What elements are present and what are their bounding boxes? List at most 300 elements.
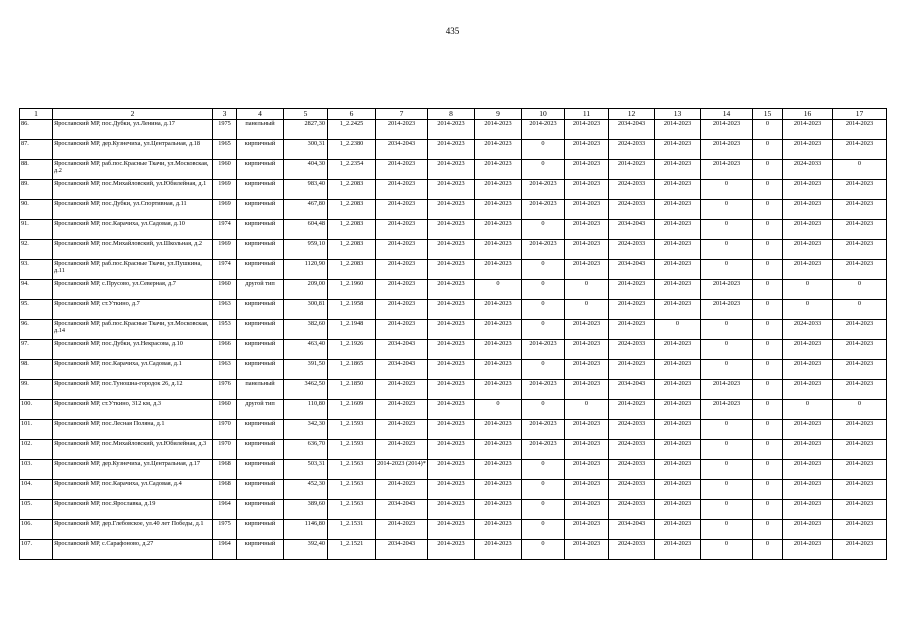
table-cell: кирпичный bbox=[237, 360, 284, 380]
table-cell: 2014-2023 bbox=[565, 440, 609, 460]
table-cell: 1963 bbox=[213, 300, 237, 320]
table-cell: 2014-2023 bbox=[783, 460, 833, 480]
column-header: 15 bbox=[753, 109, 783, 120]
table-cell: 2014-2023 bbox=[701, 300, 753, 320]
table-cell: 452,30 bbox=[284, 480, 328, 500]
table-cell: панельный bbox=[237, 380, 284, 400]
table-cell: 105. bbox=[20, 500, 53, 520]
column-header: 12 bbox=[609, 109, 655, 120]
table-cell: 2014-2023 bbox=[701, 280, 753, 300]
table-cell: 87. bbox=[20, 140, 53, 160]
table-cell: 2014-2023 bbox=[475, 120, 522, 140]
table-cell: 0 bbox=[522, 140, 565, 160]
table-cell: 0 bbox=[701, 180, 753, 200]
table-row bbox=[20, 280, 887, 300]
table-cell: 1_2.1521 bbox=[328, 540, 376, 560]
table-cell: 2014-2023 bbox=[783, 340, 833, 360]
table-cell: 2014-2023 bbox=[833, 380, 887, 400]
table-row bbox=[20, 260, 887, 280]
table-cell: 604,48 bbox=[284, 220, 328, 240]
table-cell: 300,31 bbox=[284, 140, 328, 160]
table-cell: 2014-2023 bbox=[833, 480, 887, 500]
table-cell: 2014-2023 bbox=[475, 520, 522, 540]
table-cell: 0 bbox=[701, 540, 753, 560]
table-cell: 2024-2033 bbox=[783, 160, 833, 180]
table-cell: 0 bbox=[753, 500, 783, 520]
table-cell: 636,70 bbox=[284, 440, 328, 460]
table-cell: кирпичный bbox=[237, 540, 284, 560]
table-cell: кирпичный bbox=[237, 200, 284, 220]
table-cell: 391,50 bbox=[284, 360, 328, 380]
table-cell: 2014-2023 bbox=[428, 520, 475, 540]
table-row bbox=[20, 320, 887, 340]
table-cell: 2014-2023 bbox=[783, 220, 833, 240]
table-cell: 0 bbox=[753, 140, 783, 160]
table-cell: 1976 bbox=[213, 380, 237, 400]
table-cell: Ярославский МР, ст.Уткино, 312 км, д.3 bbox=[53, 400, 213, 420]
table-cell: 2014-2023 bbox=[783, 480, 833, 500]
table-cell: 1974 bbox=[213, 260, 237, 280]
table-cell: 2014-2023 bbox=[655, 500, 701, 520]
table-cell: 2024-2033 bbox=[609, 180, 655, 200]
table-cell: 0 bbox=[701, 200, 753, 220]
table-cell: 2014-2023 bbox=[565, 120, 609, 140]
table-cell: 90. bbox=[20, 200, 53, 220]
table-cell: 2014-2023 bbox=[655, 520, 701, 540]
table-row bbox=[20, 540, 887, 560]
table-cell: 0 bbox=[753, 220, 783, 240]
table-row bbox=[20, 420, 887, 440]
table-cell: 0 bbox=[701, 420, 753, 440]
table-cell: 2014-2023 bbox=[609, 280, 655, 300]
table-row bbox=[20, 440, 887, 460]
table-cell: 89. bbox=[20, 180, 53, 200]
table-cell: 2014-2023 bbox=[565, 240, 609, 260]
table-cell: 2014-2023 bbox=[833, 340, 887, 360]
table-cell: 2014-2023 bbox=[655, 200, 701, 220]
table-cell: 0 bbox=[753, 280, 783, 300]
table-cell: 2014-2023 bbox=[655, 280, 701, 300]
table-cell: 2014-2023 bbox=[376, 320, 428, 340]
table-cell: 2024-2033 bbox=[609, 240, 655, 260]
table-cell: 0 bbox=[701, 520, 753, 540]
table-cell: 0 bbox=[522, 360, 565, 380]
table-cell: 392,40 bbox=[284, 540, 328, 560]
table-cell: 1_2.1865 bbox=[328, 360, 376, 380]
table-cell: кирпичный bbox=[237, 260, 284, 280]
table-cell: 0 bbox=[753, 300, 783, 320]
table-cell: 2034-2043 bbox=[609, 520, 655, 540]
table-cell: 0 bbox=[475, 400, 522, 420]
table-cell: Ярославский МР, пос.Карачиха, ул.Садовая, д.1 bbox=[53, 360, 213, 380]
table-cell: 1_2.2425 bbox=[328, 120, 376, 140]
table-cell: 2014-2023 bbox=[565, 540, 609, 560]
table-cell: 1974 bbox=[213, 220, 237, 240]
table-cell: 2024-2033 bbox=[609, 440, 655, 460]
table-cell: 2014-2023 bbox=[783, 140, 833, 160]
table-cell: 1_2.1563 bbox=[328, 480, 376, 500]
table-cell: 0 bbox=[655, 320, 701, 340]
table-cell: 2014-2023 bbox=[833, 540, 887, 560]
table-cell: 2014-2023 bbox=[701, 140, 753, 160]
table-cell: 0 bbox=[522, 520, 565, 540]
table-cell: 0 bbox=[833, 160, 887, 180]
table-cell: 0 bbox=[753, 480, 783, 500]
table-cell: 2014-2023 bbox=[475, 240, 522, 260]
table-cell: 2024-2033 bbox=[609, 200, 655, 220]
table-cell: 2014-2023 bbox=[522, 180, 565, 200]
table-cell: 1960 bbox=[213, 400, 237, 420]
table-cell: 0 bbox=[753, 340, 783, 360]
table-cell: 0 bbox=[701, 340, 753, 360]
table-cell: 1969 bbox=[213, 180, 237, 200]
table-cell: 0 bbox=[522, 320, 565, 340]
table-cell: 2014-2023 bbox=[565, 500, 609, 520]
table-cell: 0 bbox=[522, 260, 565, 280]
table-cell: 209,00 bbox=[284, 280, 328, 300]
table-cell: 1_2.1850 bbox=[328, 380, 376, 400]
table-cell: 0 bbox=[522, 480, 565, 500]
table-cell: 2014-2023 bbox=[428, 300, 475, 320]
table-cell: 2014-2023 bbox=[475, 540, 522, 560]
table-cell: 2014-2023 bbox=[522, 200, 565, 220]
table-cell: 2014-2023 bbox=[655, 460, 701, 480]
table-cell: кирпичный bbox=[237, 300, 284, 320]
table-cell: 1975 bbox=[213, 120, 237, 140]
table-cell: 1964 bbox=[213, 540, 237, 560]
table-cell: 2014-2023 bbox=[475, 380, 522, 400]
table-cell: 2014-2023 bbox=[701, 400, 753, 420]
table-cell: 2014-2023 bbox=[428, 120, 475, 140]
table-cell: 2014-2023 bbox=[833, 200, 887, 220]
table-cell: 2014-2023 bbox=[475, 300, 522, 320]
table-cell: 99. bbox=[20, 380, 53, 400]
table-cell: 2014-2023 bbox=[428, 180, 475, 200]
table-cell: 2014-2023 bbox=[428, 480, 475, 500]
table-row bbox=[20, 480, 887, 500]
table-cell: 2014-2023 bbox=[428, 360, 475, 380]
table-cell: 0 bbox=[753, 160, 783, 180]
table-cell: 2014-2023 bbox=[428, 240, 475, 260]
table-cell: 2034-2043 bbox=[376, 500, 428, 520]
table-cell: 98. bbox=[20, 360, 53, 380]
table-row bbox=[20, 400, 887, 420]
table-cell: 2014-2023 bbox=[701, 160, 753, 180]
table-cell: Ярославский МР, пос.Лесная Поляна, д.1 bbox=[53, 420, 213, 440]
table-cell: 2014-2023 bbox=[783, 380, 833, 400]
table-cell: 0 bbox=[522, 540, 565, 560]
table-cell: Ярославский МР, пос.Карачиха, ул.Садовая, д.10 bbox=[53, 220, 213, 240]
table-cell: 2014-2023 bbox=[376, 440, 428, 460]
table-cell: 1_2.1593 bbox=[328, 420, 376, 440]
table-cell: кирпичный bbox=[237, 180, 284, 200]
table-cell: 2014-2023 bbox=[655, 300, 701, 320]
table-cell: кирпичный bbox=[237, 460, 284, 480]
table-cell: 0 bbox=[753, 460, 783, 480]
table-cell: 2034-2043 bbox=[609, 380, 655, 400]
table-cell: 2014-2023 bbox=[783, 200, 833, 220]
table-cell: 2024-2033 bbox=[609, 540, 655, 560]
data-table bbox=[19, 108, 887, 560]
table-cell: 2014-2023 bbox=[376, 260, 428, 280]
table-cell: 0 bbox=[753, 420, 783, 440]
table-cell: 1_2.2083 bbox=[328, 220, 376, 240]
table-cell: 1_2.1926 bbox=[328, 340, 376, 360]
table-cell: 2014-2023 bbox=[475, 140, 522, 160]
table-row bbox=[20, 120, 887, 140]
table-cell: 2014-2023 bbox=[655, 400, 701, 420]
table-cell: 2014-2023 bbox=[833, 120, 887, 140]
table-cell: 0 bbox=[701, 480, 753, 500]
table-cell: 101. bbox=[20, 420, 53, 440]
table-cell: 2014-2023 bbox=[428, 320, 475, 340]
table-cell: 2014-2023 bbox=[783, 500, 833, 520]
table-cell: 2014-2023 bbox=[428, 220, 475, 240]
table-cell: 1975 bbox=[213, 520, 237, 540]
table-cell: 2014-2023 bbox=[428, 500, 475, 520]
table-cell: 2014-2023 bbox=[522, 120, 565, 140]
table-cell: 959,10 bbox=[284, 240, 328, 260]
column-header: 17 bbox=[833, 109, 887, 120]
table-cell: 2014-2023 bbox=[783, 120, 833, 140]
table-cell: 0 bbox=[833, 280, 887, 300]
table-cell: 0 bbox=[833, 400, 887, 420]
data-table-container bbox=[19, 108, 887, 560]
table-cell: 2014-2023 bbox=[475, 440, 522, 460]
table-cell: 2014-2023 bbox=[376, 420, 428, 440]
table-cell: 2014-2023 bbox=[655, 220, 701, 240]
table-cell: 2034-2043 bbox=[376, 360, 428, 380]
table-header-row bbox=[20, 109, 887, 120]
table-cell: 1_2.1958 bbox=[328, 300, 376, 320]
table-cell: 2014-2023 bbox=[565, 520, 609, 540]
table-cell: 2014-2023 bbox=[783, 240, 833, 260]
table-cell: кирпичный bbox=[237, 500, 284, 520]
table-cell: 2024-2033 bbox=[609, 460, 655, 480]
table-cell: 1970 bbox=[213, 440, 237, 460]
table-cell: 2014-2023 bbox=[565, 220, 609, 240]
table-cell: 463,40 bbox=[284, 340, 328, 360]
table-cell: 1968 bbox=[213, 480, 237, 500]
table-cell: 1965 bbox=[213, 140, 237, 160]
table-cell: 2014-2023 bbox=[565, 420, 609, 440]
table-cell: 1969 bbox=[213, 200, 237, 220]
table-cell: кирпичный bbox=[237, 160, 284, 180]
table-cell: 3462,50 bbox=[284, 380, 328, 400]
table-row bbox=[20, 140, 887, 160]
table-cell: 2014-2023 bbox=[565, 180, 609, 200]
table-cell: 1_2.1948 bbox=[328, 320, 376, 340]
table-cell: 983,40 bbox=[284, 180, 328, 200]
table-cell: 2014-2023 bbox=[376, 400, 428, 420]
table-cell: кирпичный bbox=[237, 440, 284, 460]
table-cell: 389,60 bbox=[284, 500, 328, 520]
table-cell: кирпичный bbox=[237, 220, 284, 240]
table-cell: 1120,90 bbox=[284, 260, 328, 280]
table-cell: 2014-2023 bbox=[833, 240, 887, 260]
table-cell: 0 bbox=[522, 160, 565, 180]
table-cell: 2014-2023 bbox=[475, 180, 522, 200]
table-cell: 96. bbox=[20, 320, 53, 340]
table-cell: Ярославский МР, дер.Кузнечиха, ул.Центральная, д.17 bbox=[53, 460, 213, 480]
table-cell: 110,80 bbox=[284, 400, 328, 420]
table-cell: 2014-2023 bbox=[522, 340, 565, 360]
table-cell: 2014-2023 bbox=[522, 420, 565, 440]
table-cell: 2014-2023 bbox=[655, 360, 701, 380]
column-header: 6 bbox=[328, 109, 376, 120]
table-cell: 2014-2023 bbox=[655, 540, 701, 560]
table-cell: 2014-2023 bbox=[833, 500, 887, 520]
table-cell: 2014-2023 bbox=[783, 440, 833, 460]
table-cell: 0 bbox=[753, 520, 783, 540]
table-cell: 0 bbox=[565, 280, 609, 300]
table-cell: 1_2.2083 bbox=[328, 180, 376, 200]
table-cell: 1_2.2083 bbox=[328, 260, 376, 280]
table-cell: 1_2.1593 bbox=[328, 440, 376, 460]
table-cell: 2014-2023 bbox=[376, 220, 428, 240]
table-row bbox=[20, 300, 887, 320]
table-cell: 2014-2023 bbox=[376, 280, 428, 300]
table-cell: 1_2.2083 bbox=[328, 200, 376, 220]
table-cell: Ярославский МР, пос.Михайловский, ул.Юбилейная, д.1 bbox=[53, 180, 213, 200]
table-cell: 2014-2023 bbox=[565, 160, 609, 180]
table-cell: Ярославский МР, дер.Кузнечиха, ул.Центральная, д.18 bbox=[53, 140, 213, 160]
table-cell: 2014-2023 bbox=[565, 480, 609, 500]
table-cell: 1_2.1609 bbox=[328, 400, 376, 420]
column-header: 3 bbox=[213, 109, 237, 120]
table-cell: Ярославский МР, раб.пос.Красные Ткачи, ул.Пушкина, д.11 bbox=[53, 260, 213, 280]
table-cell: 2014-2023 bbox=[428, 340, 475, 360]
table-row bbox=[20, 340, 887, 360]
table-cell: 0 bbox=[522, 300, 565, 320]
table-cell: 2014-2023 bbox=[522, 240, 565, 260]
table-cell: 1_2.2354 bbox=[328, 160, 376, 180]
table-cell: 2014-2023 bbox=[376, 520, 428, 540]
table-cell: 342,30 bbox=[284, 420, 328, 440]
table-cell: другой тип bbox=[237, 280, 284, 300]
table-row bbox=[20, 460, 887, 480]
table-cell: 104. bbox=[20, 480, 53, 500]
table-row bbox=[20, 520, 887, 540]
table-cell: 2014-2023 bbox=[428, 260, 475, 280]
table-cell: 2034-2043 bbox=[609, 120, 655, 140]
table-cell: 2014-2023 bbox=[655, 480, 701, 500]
table-cell: 0 bbox=[565, 400, 609, 420]
table-cell: 2014-2023 bbox=[565, 260, 609, 280]
table-body bbox=[20, 120, 887, 560]
table-cell: кирпичный bbox=[237, 480, 284, 500]
table-cell: 2014-2023 bbox=[833, 520, 887, 540]
table-cell: 2014-2023 bbox=[376, 200, 428, 220]
table-cell: 2014-2023 bbox=[376, 120, 428, 140]
table-cell: 2014-2023 bbox=[475, 360, 522, 380]
table-cell: 2024-2033 bbox=[783, 320, 833, 340]
table-cell: 2024-2033 bbox=[609, 420, 655, 440]
table-cell: 1968 bbox=[213, 460, 237, 480]
table-cell: 2014-2023 bbox=[428, 400, 475, 420]
table-cell: 0 bbox=[783, 300, 833, 320]
page-number: 435 bbox=[445, 26, 460, 36]
table-cell: 2014-2023 bbox=[701, 380, 753, 400]
table-cell: 2014-2023 bbox=[475, 340, 522, 360]
table-cell: 503,31 bbox=[284, 460, 328, 480]
table-cell: 2014-2023 bbox=[655, 180, 701, 200]
table-cell: 2014-2023 bbox=[376, 380, 428, 400]
table-cell: 2014-2023 bbox=[655, 340, 701, 360]
table-cell: 2014-2023 bbox=[428, 540, 475, 560]
table-row bbox=[20, 220, 887, 240]
table-cell: Ярославский МР, ст.Уткино, д.7 bbox=[53, 300, 213, 320]
table-cell: 2014-2023 bbox=[833, 260, 887, 280]
table-cell: 0 bbox=[522, 280, 565, 300]
table-cell: 0 bbox=[701, 320, 753, 340]
table-cell: кирпичный bbox=[237, 420, 284, 440]
table-cell: 2014-2023 bbox=[655, 440, 701, 460]
table-cell: 1970 bbox=[213, 420, 237, 440]
table-cell: 1_2.1960 bbox=[328, 280, 376, 300]
table-cell: 1_2.1531 bbox=[328, 520, 376, 540]
table-cell: 2014-2023 bbox=[428, 440, 475, 460]
table-cell: 2014-2023 bbox=[783, 420, 833, 440]
table-row bbox=[20, 200, 887, 220]
column-header: 8 bbox=[428, 109, 475, 120]
table-cell: 2014-2023 bbox=[522, 380, 565, 400]
table-cell: кирпичный bbox=[237, 320, 284, 340]
table-cell: 2014-2023 bbox=[475, 480, 522, 500]
table-cell: 0 bbox=[753, 380, 783, 400]
table-cell: 2014-2023 bbox=[565, 140, 609, 160]
table-cell: 2014-2023 bbox=[565, 460, 609, 480]
column-header: 9 bbox=[475, 109, 522, 120]
column-header: 10 bbox=[522, 109, 565, 120]
table-cell: 0 bbox=[701, 440, 753, 460]
table-row bbox=[20, 500, 887, 520]
table-cell: 92. bbox=[20, 240, 53, 260]
table-cell: Ярославский МР, пос.Туношна-городок 26, д.12 bbox=[53, 380, 213, 400]
table-cell: Ярославский МР, с.Прусово, ул.Северная, д.7 bbox=[53, 280, 213, 300]
table-cell: 2014-2023 bbox=[655, 380, 701, 400]
table-cell: 2014-2023 bbox=[376, 160, 428, 180]
table-cell: 2014-2023 bbox=[609, 320, 655, 340]
table-cell: 1146,80 bbox=[284, 520, 328, 540]
table-cell: 2014-2023 bbox=[376, 180, 428, 200]
table-cell: 2014-2023 bbox=[475, 460, 522, 480]
table-cell: 2014-2023 bbox=[428, 140, 475, 160]
table-cell: кирпичный bbox=[237, 240, 284, 260]
table-cell: 0 bbox=[701, 500, 753, 520]
table-cell: 2827,30 bbox=[284, 120, 328, 140]
column-header: 11 bbox=[565, 109, 609, 120]
table-cell: 1960 bbox=[213, 280, 237, 300]
table-cell: 2014-2023 bbox=[783, 360, 833, 380]
table-cell: 100. bbox=[20, 400, 53, 420]
column-header: 2 bbox=[53, 109, 213, 120]
table-cell: 0 bbox=[475, 280, 522, 300]
table-cell: 106. bbox=[20, 520, 53, 540]
table-cell: 0 bbox=[701, 220, 753, 240]
table-cell: 0 bbox=[522, 220, 565, 240]
table-cell: 2014-2023 bbox=[475, 220, 522, 240]
table-cell: Ярославский МР, раб.пос.Красные Ткачи, ул.Московская, д.14 bbox=[53, 320, 213, 340]
table-cell: 2024-2033 bbox=[609, 480, 655, 500]
table-cell: 1_2.2083 bbox=[328, 240, 376, 260]
table-cell: 2014-2023 bbox=[475, 160, 522, 180]
table-cell: 2034-2043 bbox=[609, 220, 655, 240]
table-cell: 0 bbox=[753, 180, 783, 200]
table-cell: 467,80 bbox=[284, 200, 328, 220]
table-cell: 2014-2023 bbox=[833, 360, 887, 380]
table-cell: 1969 bbox=[213, 240, 237, 260]
